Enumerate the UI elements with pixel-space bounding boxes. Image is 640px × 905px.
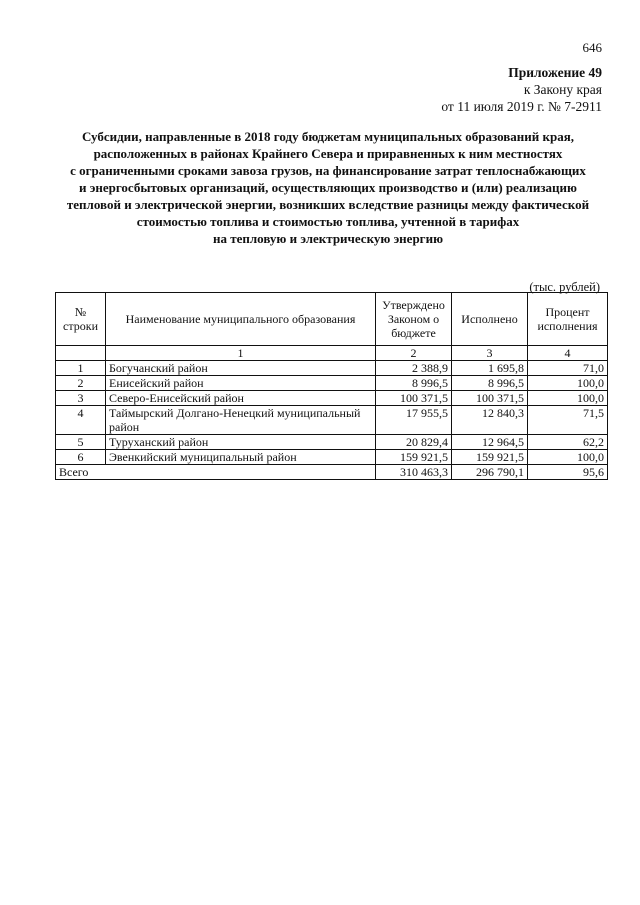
execution-percent: 100,0: [528, 450, 608, 465]
header-percent: Процент исполнения: [528, 293, 608, 346]
row-number: 5: [56, 435, 106, 450]
total-percent: 95,6: [528, 465, 608, 480]
column-index: 1: [106, 346, 376, 361]
header-municipality: Наименование муниципального образования: [106, 293, 376, 346]
executed-amount: 12 964,5: [452, 435, 528, 450]
row-number: 3: [56, 391, 106, 406]
municipality-name: Енисейский район: [106, 376, 376, 391]
appendix-law: к Закону края: [523, 82, 602, 97]
municipality-name: Богучанский район: [106, 361, 376, 376]
row-number: 2: [56, 376, 106, 391]
title-line: расположенных в районах Крайнего Севера и приравненных к ним местностях: [93, 146, 563, 161]
execution-percent: 71,5: [528, 406, 608, 435]
title-line: и энергосбытовых организаций, осуществляющих производство и (или) реализацию: [79, 180, 577, 195]
executed-amount: 12 840,3: [452, 406, 528, 435]
title-line: на тепловую и электрическую энергию: [212, 231, 443, 246]
municipality-name: Северо-Енисейский район: [106, 391, 376, 406]
execution-percent: 100,0: [528, 391, 608, 406]
approved-amount: 20 829,4: [376, 435, 452, 450]
document-title: [40, 128, 616, 247]
units-label: (тыс. рублей): [529, 280, 600, 294]
row-number: 1: [56, 361, 106, 376]
approved-amount: 159 921,5: [376, 450, 452, 465]
subsidies-table: [55, 292, 608, 480]
appendix-title: Приложение 49: [508, 65, 602, 80]
header-approved: Утверждено Законом о бюджете: [376, 293, 452, 346]
total-executed: 296 790,1: [452, 465, 528, 480]
total-approved: 310 463,3: [376, 465, 452, 480]
table-row: [56, 391, 608, 406]
title-line: Субсидии, направленные в 2018 году бюджетам муниципальных образований края,: [81, 129, 575, 144]
approved-amount: 8 996,5: [376, 376, 452, 391]
appendix-date: от 11 июля 2019 г. № 7-2911: [441, 99, 602, 114]
execution-percent: 62,2: [528, 435, 608, 450]
execution-percent: 71,0: [528, 361, 608, 376]
table-row: [56, 376, 608, 391]
row-number: 6: [56, 450, 106, 465]
table-row: [56, 406, 608, 435]
executed-amount: 8 996,5: [452, 376, 528, 391]
table-row: [56, 361, 608, 376]
approved-amount: 17 955,5: [376, 406, 452, 435]
municipality-name: Эвенкийский муниципальный район: [106, 450, 376, 465]
table-row: [56, 435, 608, 450]
header-executed: Исполнено: [452, 293, 528, 346]
row-number: 4: [56, 406, 106, 435]
appendix-block: [441, 64, 602, 115]
column-index: 4: [528, 346, 608, 361]
table-header-row: [56, 293, 608, 346]
total-label: Всего: [56, 465, 376, 480]
execution-percent: 100,0: [528, 376, 608, 391]
title-line: тепловой и электрической энергии, возникших вследствие разницы между фактической: [66, 197, 590, 212]
title-line: стоимостью топлива и стоимостью топлива, учтенной в тарифах: [136, 214, 520, 229]
column-index-row: [56, 346, 608, 361]
page-number: 646: [582, 40, 602, 55]
municipality-name: Таймырский Долгано-Ненецкий муниципальный район: [106, 406, 376, 435]
column-index: 2: [376, 346, 452, 361]
header-row-number: № строки: [56, 293, 106, 346]
column-index: 3: [452, 346, 528, 361]
approved-amount: 2 388,9: [376, 361, 452, 376]
table-row: [56, 450, 608, 465]
approved-amount: 100 371,5: [376, 391, 452, 406]
title-line: с ограниченными сроками завоза грузов, на финансирование затрат теплоснабжающих: [70, 163, 586, 178]
executed-amount: 1 695,8: [452, 361, 528, 376]
executed-amount: 100 371,5: [452, 391, 528, 406]
municipality-name: Туруханский район: [106, 435, 376, 450]
executed-amount: 159 921,5: [452, 450, 528, 465]
total-row: [56, 465, 608, 480]
